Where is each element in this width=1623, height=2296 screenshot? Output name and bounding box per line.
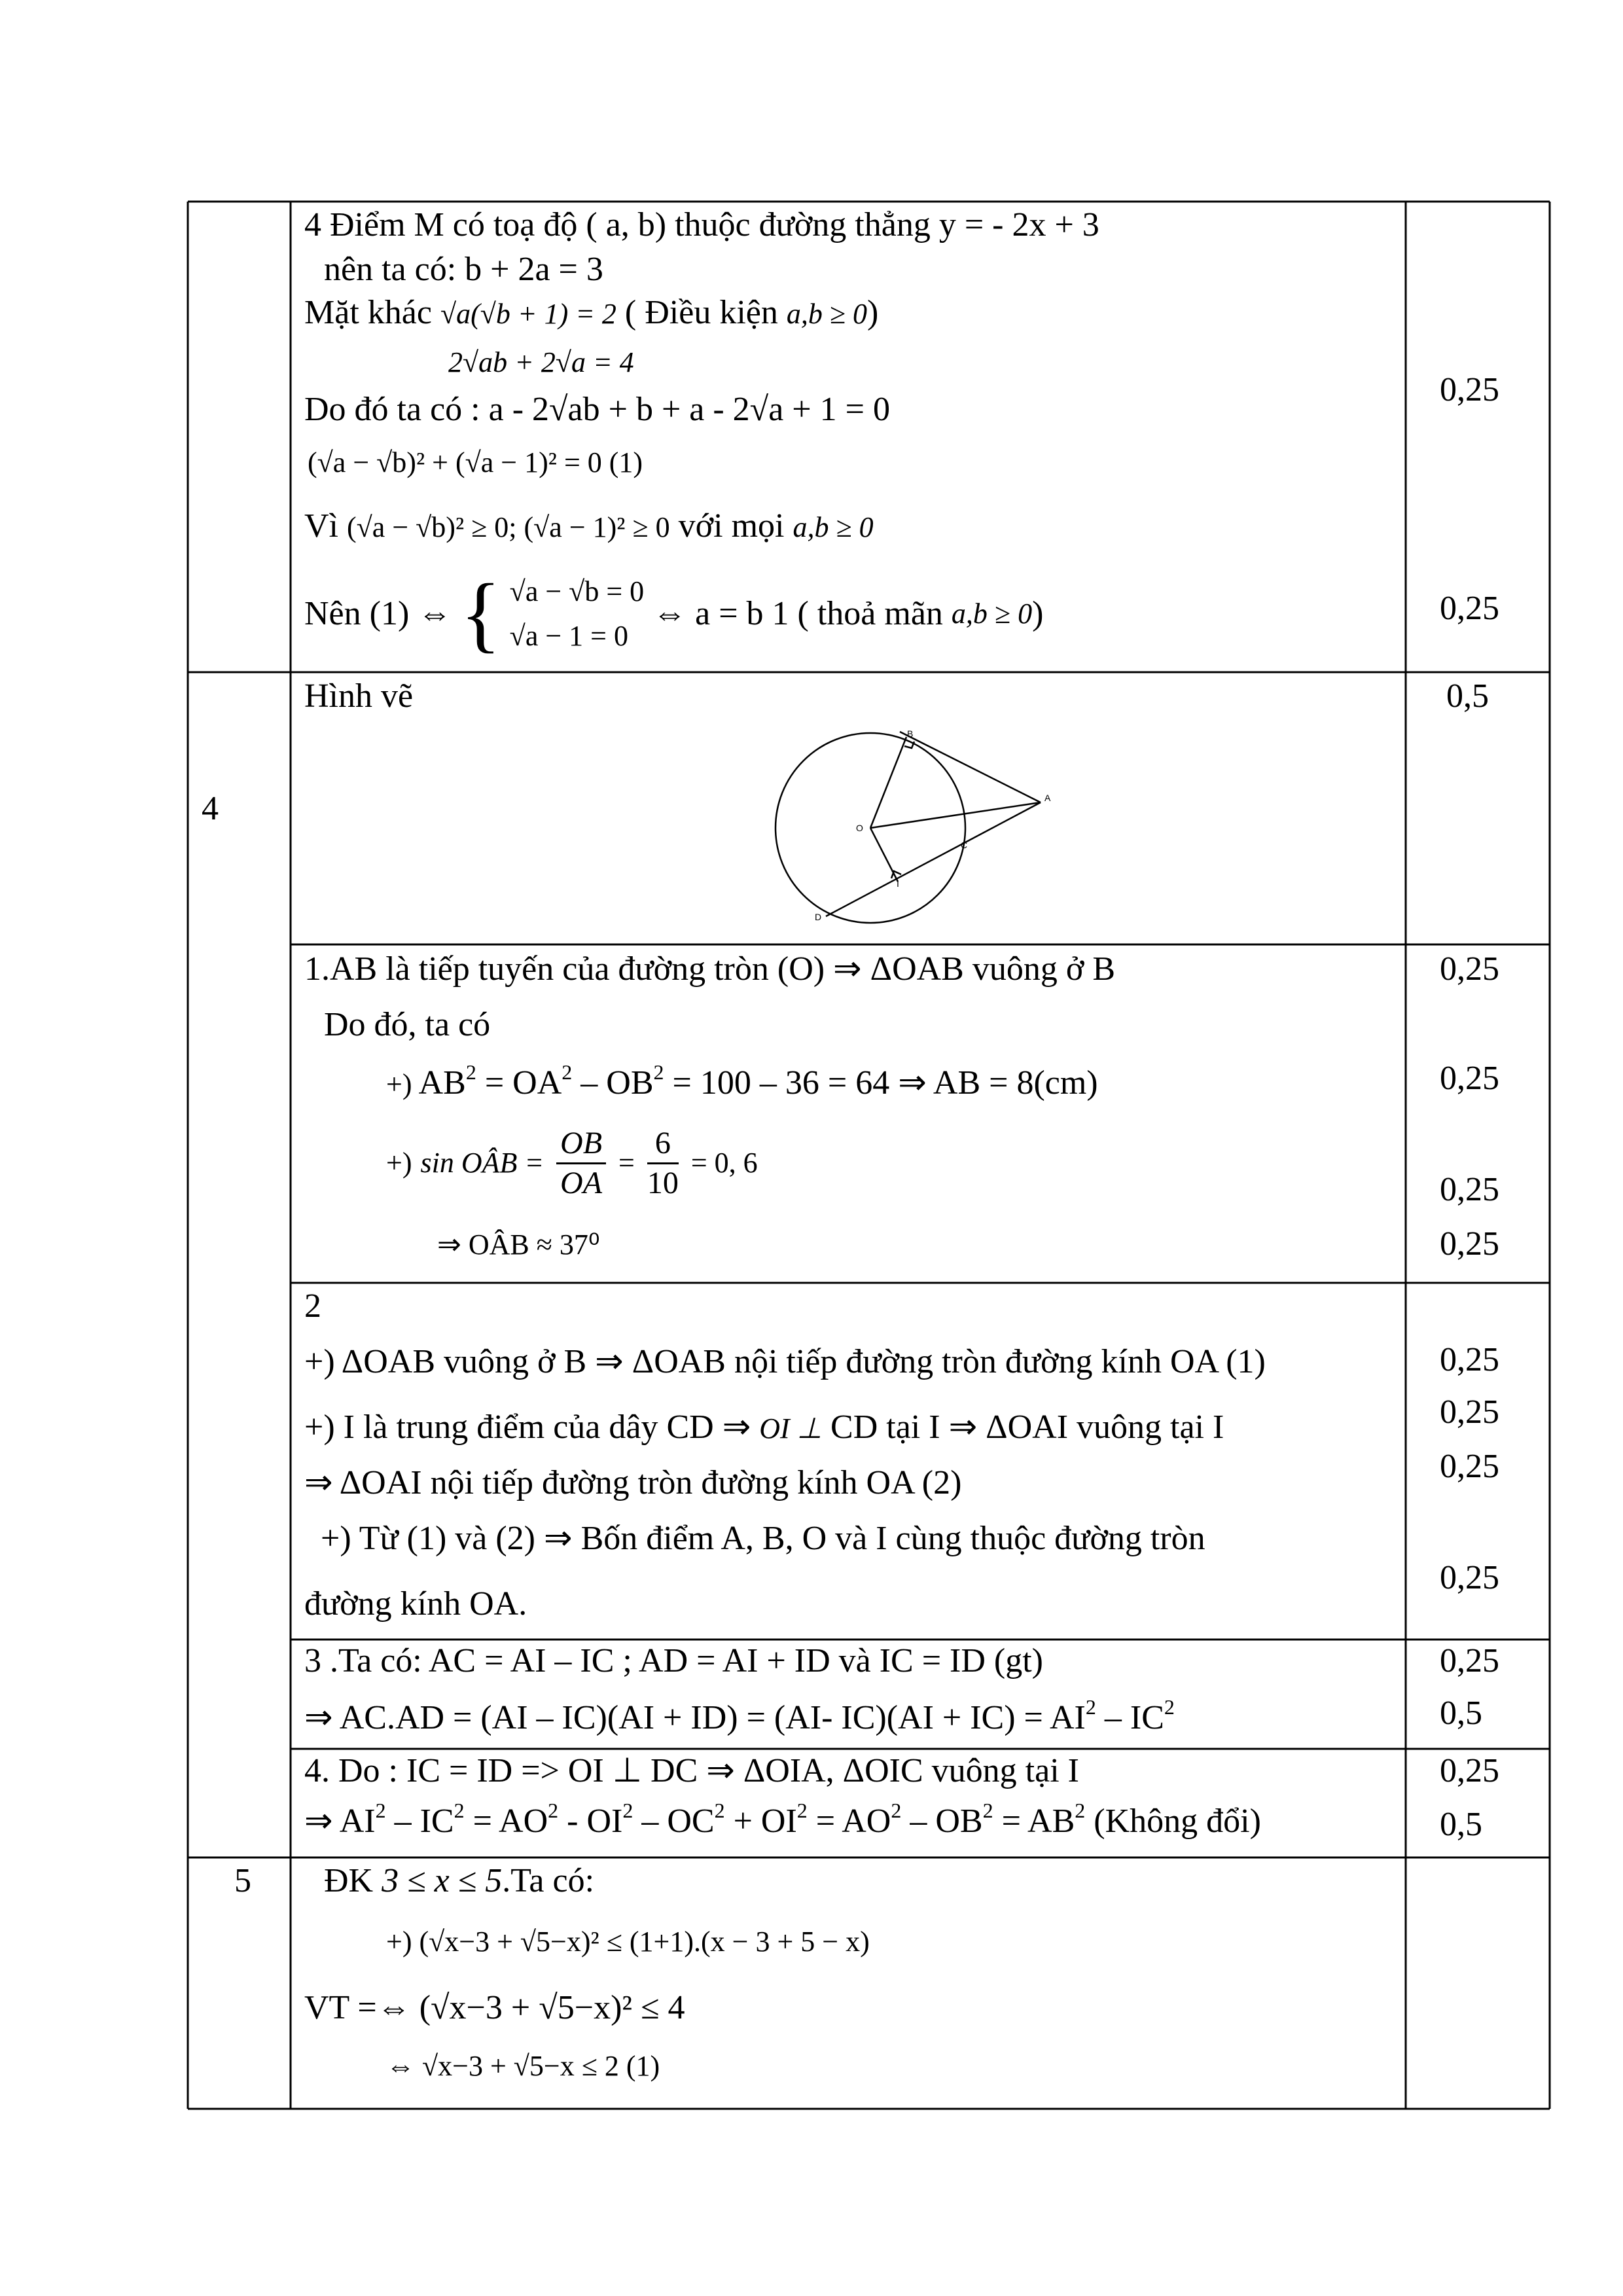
geometry-figure [753,720,1093,942]
system-brace: { [460,567,501,662]
system-eq1: √a − √b = 0 [509,575,645,607]
p2-line1: 2 [304,1287,321,1325]
score-figure: 0,5 [1446,677,1489,715]
score-p2-4: 0,25 [1440,1559,1499,1596]
condition-ab-2: a,b ≥ 0 [793,511,874,543]
row1-line3 [304,296,878,330]
q5-line3: VT =⇔ (√x−3 + √5−x)² ≤ 4 [304,1989,685,2026]
row1-line6: (√a − √b)² + (√a − 1)² = 0 (1) [308,446,643,478]
plus-marker-1: +) [386,1068,412,1100]
question-number-5: 5 [234,1862,251,1899]
close-paren: ) [867,294,879,331]
p2-line2: +) ΔOAB vuông ở B ⇒ ΔOAB nội tiếp đường tròn đường kính OA (1) [304,1343,1266,1380]
row1-line2: nên ta có: b + 2a = 3 [324,251,603,288]
score-p2-3: 0,25 [1440,1448,1499,1485]
score-r1-2: 0,25 [1440,590,1499,627]
p2-line6: đường kính OA. [304,1585,527,1623]
score-p2-2: 0,25 [1440,1393,1499,1431]
equation-sqrt-a: √a(√b + 1) = 2 [440,298,616,330]
p4-line1: 4. Do : IC = ID => OI ⊥ DC ⇒ ΔOIA, ΔOIC vuông tại I [304,1752,1079,1789]
p2-line3: +) I là trung điểm của dây CD ⇒ OI ⊥ CD tại I ⇒ ΔOAI vuông tại I [304,1408,1224,1446]
p1-line4: +) sin OÂB = $\frac{OB}{OA}$ = $\frac{6}{10}$ = 0, 6 [386,1124,758,1202]
p2-line4: ⇒ ΔOAI nội tiếp đường tròn đường kính OA (2) [304,1464,962,1501]
score-p1-3: 0,25 [1440,1171,1499,1208]
system-eq2: √a − 1 = 0 [509,620,628,653]
score-p2-1: 0,25 [1440,1341,1499,1378]
score-p1-2: 0,25 [1440,1060,1499,1097]
close-paren-2: ) [1032,595,1044,633]
q5-line2: +) (√x−3 + √5−x)² ≤ (1+1).(x − 3 + 5 − x) [386,1926,870,1958]
row1-line7 [304,509,874,543]
question-number-4: 4 [202,790,219,827]
p1-line5: ⇒ OÂB ≈ 37⁰ [437,1229,600,1261]
nen-text: Nên (1) ⇔ [304,595,452,633]
label-O: O [856,823,863,833]
p1-line2: Do đó, ta có [324,1006,491,1043]
fraction-6-10: $\frac{6}{10}$ [647,1126,679,1200]
mat-khac-text: Mặt khác [304,294,432,331]
label-B: B [907,728,914,739]
plus-marker-2: +) [386,1147,412,1179]
condition-ab: a,b ≥ 0 [786,298,868,330]
result-text: ⇔ a = b 1 ( thoả mãn [652,595,943,633]
p4-line2: ⇒ $AI^2 - IC^2 = AO^2 - OI^2 - OC^2 + OI^2 = AO^2 - OB^2 = AB^2$ (Không đổi) [304,1799,1261,1840]
p1-line3: +) $AB^2 = OA^2 - OB^2 = 100 - 36 = 64$ ⇒ AB = 8(cm) [386,1060,1098,1102]
label-D: D [815,912,822,922]
row1-line1: 4 Điểm M có toạ độ ( a, b) thuộc đường thẳng y = - 2x + 3 [304,206,1099,243]
sin-label: sin OÂB = [420,1147,544,1179]
p1-line1: 1.AB là tiếp tuyến của đường tròn (O) ⇒ ΔOAB vuông ở B [304,950,1116,988]
q5-line4: ⇔ √x−3 + √5−x ≤ 2 (1) [386,2050,660,2082]
label-I: I [897,878,899,889]
p3-line1: 3 .Ta có: AC = AI – IC ; AD = AI + ID và IC = ID (gt) [304,1642,1043,1679]
score-p3-1: 0,25 [1440,1642,1499,1679]
row1-line8 [304,567,1044,662]
score-r1-1: 0,25 [1440,371,1499,408]
score-p1-4: 0,25 [1440,1225,1499,1263]
score-p4-1: 0,25 [1440,1752,1499,1789]
equation-system [510,569,644,658]
fraction-ob-oa: $\frac{OB}{OA}$ [556,1124,606,1202]
voi-moi-text: với mọi [678,507,785,545]
score-p4-2: 0,5 [1440,1806,1482,1843]
q5-line1: ĐK 3 ≤ x ≤ 5.Ta có: [324,1862,595,1899]
figure-title: Hình vẽ [304,677,414,715]
row1-line5: Do đó ta có : a - 2√ab + b + a - 2√a + 1 = 0 [304,391,890,428]
row1-line4: 2√ab + 2√a = 4 [448,346,634,378]
p3-line2: ⇒ AC.AD = (AI – IC)(AI + ID) = (AI- $IC)(AI + IC) = AI^2 - IC^2$ [304,1695,1175,1736]
score-p3-2: 0,5 [1440,1695,1482,1732]
score-p1-1: 0,25 [1440,950,1499,988]
p2-line5: +) Từ (1) và (2) ⇒ Bốn điểm A, B, O và I cùng thuộc đường tròn [321,1520,1205,1557]
label-C: C [961,840,968,850]
inequality-squares: (√a − √b)² ≥ 0; (√a − 1)² ≥ 0 [347,511,670,543]
condition-ab-3: a,b ≥ 0 [951,598,1033,630]
dieu-kien-text: ( Điều kiện [624,294,778,331]
label-A: A [1044,793,1051,803]
vi-text: Vì [304,507,338,545]
